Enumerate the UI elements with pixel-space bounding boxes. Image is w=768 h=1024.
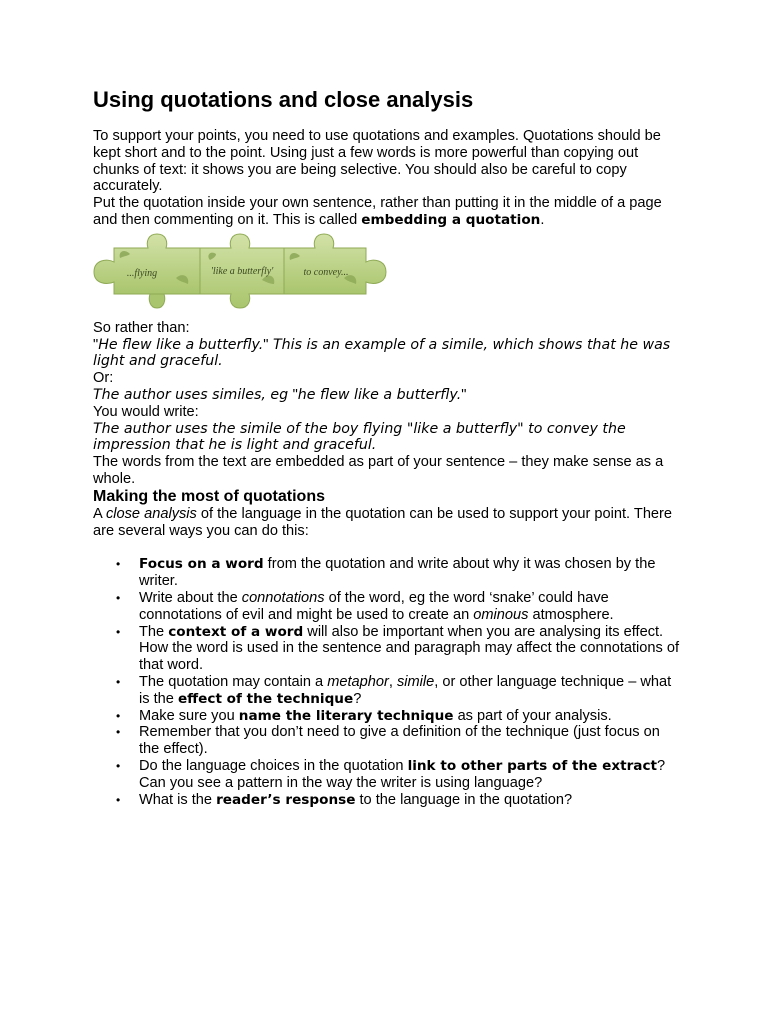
so-rather-than-label: So rather than: [93,319,190,336]
section-intro: A close analysis of the language in the quotation can be used to support your point. There are several ways you can do this: [93,505,673,539]
list-item: • The quotation may contain a metaphor, simile, or other language technique – what is the effect of the technique? [139,674,683,708]
list-item: • Write about the connotations of the word, eg the word ‘snake’ could have connotations of evil and might be used to create an ominous atmosphere. [139,590,683,624]
summary-paragraph: The words from the text are embedded as part of your sentence – they make sense as a whole. [93,454,664,487]
bold-phrase: embedding a quotation [361,211,541,228]
you-would-write-label: You would write: [93,403,199,420]
list-item: • Make sure you name the literary technique as part of your analysis. [139,708,683,725]
example-1: "He flew like a butterfly." This is an example of a simile, which shows that he was light and graceful. [93,336,671,370]
puzzle-label-2: 'like a butterfly' [210,266,274,277]
body-text [93,128,683,808]
list-item: • Remember that you don’t need to give a definition of the technique (just focus on the effect). [139,724,683,758]
example-2: The author uses similes, eg "he flew like a butterfly." [93,386,467,403]
puzzle-label-1: ...flying [126,268,158,279]
list-item: • What is the reader’s response to the language in the quotation? [139,792,683,809]
section-heading: Making the most of quotations [93,487,325,505]
intro-paragraph-2: Put the quotation inside your own sentence, rather than putting it in the middle of a page and then commenting on it. This is called embedding a quotation. [93,195,662,228]
page-title: Using quotations and close analysis [93,87,474,112]
tips-list [93,556,683,808]
puzzle-label-3: to convey... [303,267,349,278]
or-label: Or: [93,370,114,387]
list-item: • The context of a word will also be important when you are analysing its effect. How the word is used in the sentence and paragraph may affect the connotations of that word. [139,624,683,674]
intro-paragraph-1: To support your points, you need to use quotations and examples. Quotations should be kept short and to the point. Using just a few words is more powerful than copying out chunks of text: it shows you are being selective. You should also be careful to copy accurately. [93,128,661,195]
list-item: • Focus on a word from the quotation and write about why it was chosen by the writer. [139,556,683,590]
example-3: The author uses the simile of the boy flying "like a butterfly" to convey the impression that he is light and graceful. [93,420,626,454]
list-item: • Do the language choices in the quotation link to other parts of the extract? Can you see a pattern in the way the writer is using language? [139,758,683,792]
